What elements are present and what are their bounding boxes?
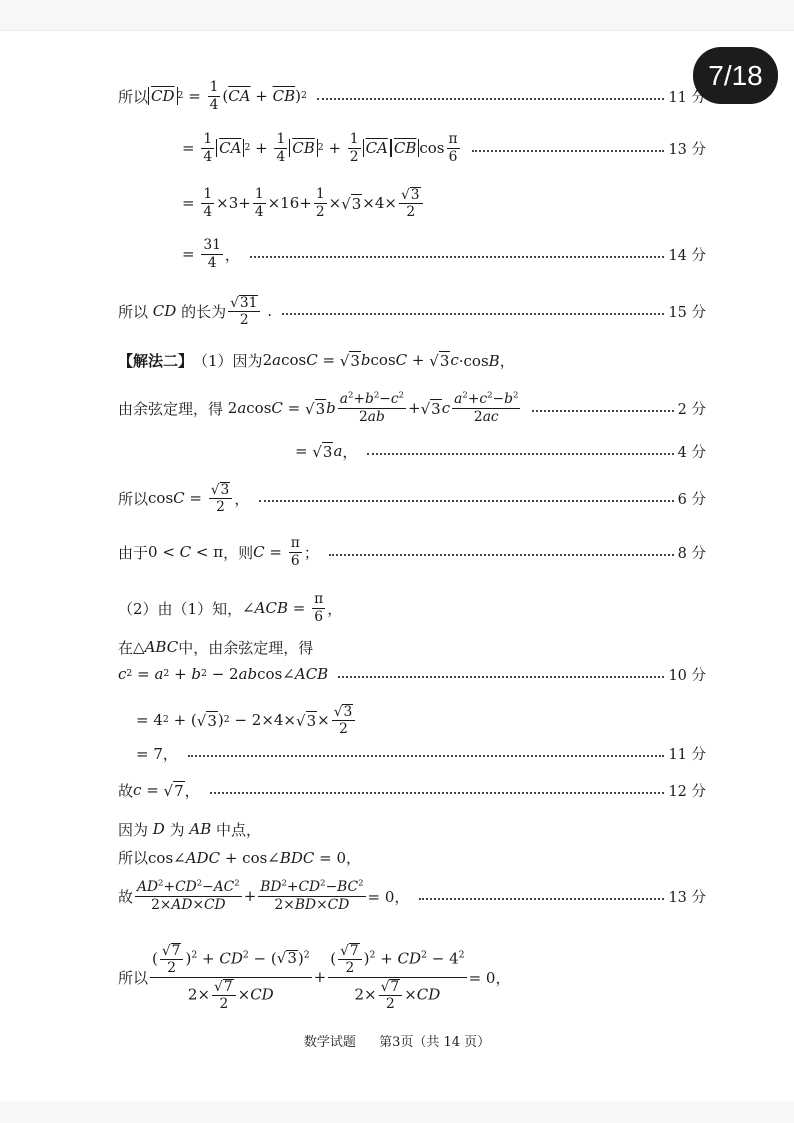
solution-line-2 [0,128,794,168]
text-d-midpoint: 因为 D 为 AB 中点， [118,820,262,839]
formula-equals-7: = 7， [136,744,178,763]
solution-line-14 [0,698,794,742]
formula-c-squared: c 2 = a 2 + b 2 − 2abcos∠ACB [118,665,329,683]
label-suoyi: 所以 [118,968,149,987]
label-ze: ，则 [223,543,254,562]
dotted-leader [367,453,673,455]
formula-cos-c: 所以 cosC = √ 3 2 ， [118,481,250,515]
viewer-bottom-bar [0,1101,794,1123]
score-label: 10 分 [668,667,706,684]
dotted-leader [419,898,664,900]
score-label: 8 分 [677,545,706,562]
score-label: 13 分 [668,889,706,906]
label-part2: （2）由（1）知， [118,599,243,618]
label-zai: 在 [118,638,134,657]
score-label: 2 分 [677,401,706,418]
label-gu: 故 [118,887,134,906]
formula-substituted-fractions: 所以 ( √ 7 2 )$^2 + CD^2$ − ( √ 3 )$^2$ 2× √ 7 2 ×CD + ( √ 7 2 )$^2 + CD^2 - 4^2$ 2× √ 7 2 ×CD = 0， [118,942,511,1012]
label-cosine-law: 中，由余弦定理，得 [178,638,314,657]
formula-c-squared-values: = 4 2 + ( √ 3 ) 2 − 2×4× √ 3 × √ 3 2 [136,704,357,737]
dotted-leader [250,256,665,258]
solution-line-18 [0,846,794,868]
solution-line-17 [0,818,794,840]
solution-line-11 [0,588,794,628]
dotted-leader [282,313,664,315]
solution-line-20 [0,928,794,1026]
label-midpoint: 中点， [216,820,262,839]
score-label: 11 分 [668,746,706,763]
text-in-triangle: 在 △ABC 中，由余弦定理，得 [118,638,314,657]
viewer-top-bar [0,0,794,31]
solution-line-19 [0,872,794,920]
formula-c-root7: 故 c = √ 7 ， [118,781,200,800]
score-label: 13 分 [668,141,706,158]
dotted-leader [210,792,665,794]
page-footer [0,1031,794,1050]
page-indicator-badge: 7/18 [693,47,778,104]
label-wei: 为 [169,820,185,839]
dotted-leader [188,755,665,757]
formula-expand: = $\frac{1}{4}$ $\overline{CA}$ 2 + $\frac{1}{4}$ $\overline{CB}$ 2 + $\frac{1}{2}$ $\overline{CA}$ $\overline{CB}$ cos $\frac{\pi}{6}$ [182,131,458,165]
label-part1: （1）因为 [193,351,263,370]
solution-line-12 [0,636,794,658]
formula-cd-squared: 所以 $\overline{CD}$ 2 = $\frac{1}{4}$ $(\overline{CA} + \overline{CB})$ 2 [118,79,307,113]
label-suoyi: 所以 [118,87,149,106]
dotted-leader [317,98,665,100]
label-yuxian: 由余弦定理，得 [118,399,224,418]
formula-cos-sum-zero: 所以 cos∠ADC + cos∠BDC = 0， [118,848,362,867]
score-label: 15 分 [668,304,706,321]
footer-page-number: 第3页（共 14 页） [379,1035,491,1050]
label-yinwei: 因为 [118,820,149,839]
formula-angle-c: 由于 0 < C < π ，则 C = $\frac{\pi}{6}$ ； [118,535,319,569]
solution-line-13 [0,662,794,686]
label-suoyi: 所以 [118,489,149,508]
dotted-leader [472,150,665,152]
score-label: 11 分 [668,89,706,106]
formula-substitute: = $\frac{1}{4}$ ×3+ $\frac{1}{4}$ ×16+ $\frac{1}{2}$ × √ 3 ×4× √ 3 2 [182,187,425,220]
solution-line-4 [0,234,794,274]
solution-line-16 [0,777,794,803]
formula-cd-length: 所以 CD 的长为 √ 31 2 . [118,294,272,328]
formula-cosine-law-1: 由余弦定理，得 2acosC = √ 3 b $\frac{a^2+b^2-c^2}{2ab}$ + √ 3 c $\frac{a^2+c^2-b^2}{2ac}$ [118,390,519,425]
label-youyu: 由于 [118,543,149,562]
formula-root3-a: = √ 3 a ， [295,442,358,461]
solution-line-6 [0,346,794,374]
formula-angle-acb: （2）由（1）知， ∠ACB = $\frac{\pi}{6}$ ， [118,591,343,625]
method-two-label: 【解法二】 [118,351,194,370]
solution-line-9 [0,476,794,520]
label-gu: 故 [118,781,134,800]
dotted-leader [532,410,673,412]
solution-line-8 [0,438,794,464]
label-suoyi: 所以 [118,302,149,321]
solution-line-15 [0,741,794,765]
footer-subject: 数学试题 [303,1035,356,1050]
solution-line-5 [0,289,794,333]
solution-line-10 [0,532,794,572]
score-label: 14 分 [668,247,706,264]
solution-line-1 [0,78,794,114]
dotted-leader [259,500,673,502]
dotted-leader [338,676,664,678]
dotted-leader [329,554,674,556]
score-label: 6 分 [677,491,706,508]
method-two-heading: 【解法二】 （1）因为 2acosC = √ 3 b cosC + √ 3 c ·cosB， [118,351,515,370]
label-length: 的长为 [181,302,227,321]
score-label: 12 分 [668,783,706,800]
label-suoyi: 所以 [118,848,149,867]
formula-result-31-4: = $\frac{31}{4}$ ， [182,237,240,271]
solution-line-3 [0,181,794,225]
solution-line-7 [0,386,794,430]
formula-cos-fractions: 故 $\frac{AD^2+CD^2-AC^2}{2\times AD\times CD}$ + $\frac{BD^2+CD^2-BC^2}{2\times BD\times CD}$ = 0， [118,878,410,913]
score-label: 4 分 [677,444,706,461]
